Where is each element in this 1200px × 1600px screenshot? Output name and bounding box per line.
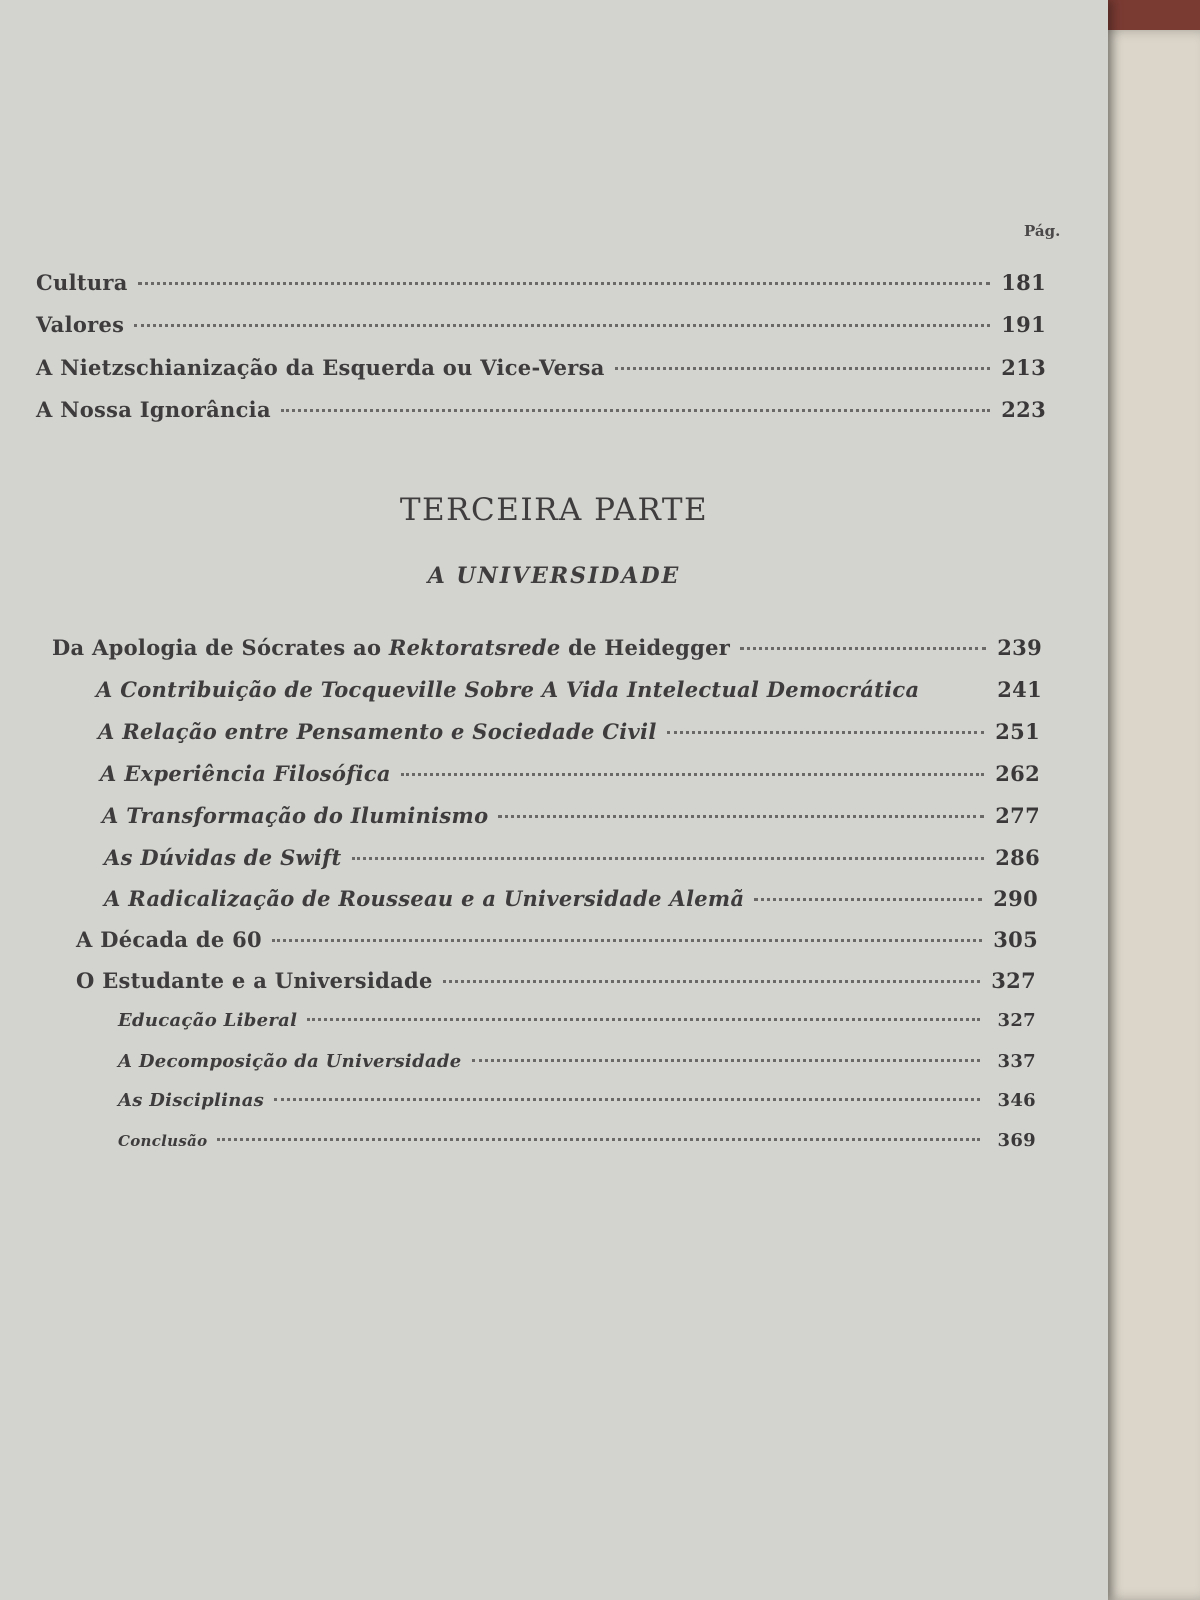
dot-leader bbox=[740, 647, 986, 650]
toc-entry-title: Valores bbox=[36, 312, 125, 337]
dot-leader bbox=[925, 689, 990, 692]
toc-entry-title: A Radicalização de Rousseau e a Universidade Alemã bbox=[104, 886, 745, 911]
toc-entry bbox=[104, 845, 1040, 881]
dot-leader bbox=[307, 1018, 980, 1021]
dot-leader bbox=[352, 857, 984, 860]
toc-entry-page: 346 bbox=[997, 1090, 1036, 1111]
toc-entry-page: 277 bbox=[995, 803, 1040, 828]
toc-entry-page: 223 bbox=[1001, 397, 1046, 422]
toc-entry-title: A Nossa Ignorância bbox=[36, 397, 271, 422]
toc-entry-title: A Década de 60 bbox=[76, 927, 262, 952]
toc-entry bbox=[36, 312, 1046, 348]
toc-entry-title: A Transformação do Iluminismo bbox=[102, 803, 489, 828]
dot-leader bbox=[274, 1098, 980, 1101]
toc-entry-title: As Disciplinas bbox=[118, 1090, 265, 1111]
toc-entry bbox=[100, 761, 1040, 797]
dot-leader bbox=[667, 731, 984, 734]
part-subtitle: A UNIVERSIDADE bbox=[427, 563, 681, 589]
toc-entry-title: O Estudante e a Universidade bbox=[76, 968, 433, 993]
part-title: TERCEIRA PARTE bbox=[399, 492, 709, 528]
toc-entry-page: 262 bbox=[995, 761, 1040, 786]
toc-entry bbox=[118, 1010, 1036, 1046]
toc-entry bbox=[36, 397, 1046, 433]
toc-entry bbox=[76, 927, 1038, 963]
toc-entry-page: 327 bbox=[997, 1010, 1036, 1031]
toc-entry bbox=[76, 968, 1036, 1004]
dot-leader bbox=[138, 282, 990, 285]
toc-entry-page: 241 bbox=[997, 677, 1042, 702]
toc-entry bbox=[36, 270, 1046, 306]
dot-leader bbox=[754, 898, 982, 901]
toc-entry-page: 191 bbox=[1001, 312, 1046, 337]
toc-entry-page: 251 bbox=[995, 719, 1040, 744]
page-column-header: Pág. bbox=[1024, 222, 1061, 240]
dot-leader bbox=[134, 324, 990, 327]
toc-entry-title: Da Apologia de Sócrates ao Rektoratsrede de Heidegger bbox=[52, 635, 731, 660]
toc-entry-page: 327 bbox=[991, 968, 1036, 993]
toc-entry-page: 290 bbox=[993, 886, 1038, 911]
toc-entry bbox=[98, 719, 1040, 755]
toc-entry bbox=[96, 677, 1042, 713]
facing-page-edge bbox=[1100, 30, 1200, 1600]
toc-entry-title: Conclusão bbox=[118, 1132, 208, 1150]
dot-leader bbox=[281, 409, 990, 412]
toc-entry-page: 305 bbox=[993, 927, 1038, 952]
toc-entry-title: A Relação entre Pensamento e Sociedade Civil bbox=[98, 719, 657, 744]
toc-entry bbox=[118, 1051, 1036, 1087]
dot-leader bbox=[615, 367, 990, 370]
dot-leader bbox=[443, 980, 980, 983]
toc-entry-title: Educação Liberal bbox=[118, 1010, 298, 1031]
dot-leader bbox=[217, 1138, 980, 1141]
toc-entry-page: 369 bbox=[997, 1130, 1036, 1151]
toc-entry bbox=[118, 1130, 1036, 1166]
toc-entry bbox=[102, 803, 1040, 839]
toc-entry-title: As Dúvidas de Swift bbox=[104, 845, 342, 870]
toc-entry-title: A Experiência Filosófica bbox=[100, 761, 391, 786]
toc-entry bbox=[36, 355, 1046, 391]
toc-entry-page: 286 bbox=[995, 845, 1040, 870]
toc-entry-page: 239 bbox=[997, 635, 1042, 660]
toc-entry-page: 213 bbox=[1001, 355, 1046, 380]
toc-entry-page: 337 bbox=[997, 1051, 1036, 1072]
dot-leader bbox=[401, 773, 984, 776]
toc-entry-title: A Nietzschianização da Esquerda ou Vice-Versa bbox=[36, 355, 605, 380]
dot-leader bbox=[498, 815, 984, 818]
toc-entry-title: A Decomposição da Universidade bbox=[118, 1051, 462, 1072]
toc-entry-title: Cultura bbox=[36, 270, 128, 295]
toc-entry bbox=[104, 886, 1038, 922]
dot-leader bbox=[272, 939, 982, 942]
dot-leader bbox=[472, 1059, 980, 1062]
toc-entry-page: 181 bbox=[1001, 270, 1046, 295]
toc-entry bbox=[118, 1090, 1036, 1126]
toc-entry bbox=[52, 635, 1042, 671]
toc-entry-title: A Contribuição de Tocqueville Sobre A Vida Intelectual Democrática bbox=[96, 677, 920, 702]
